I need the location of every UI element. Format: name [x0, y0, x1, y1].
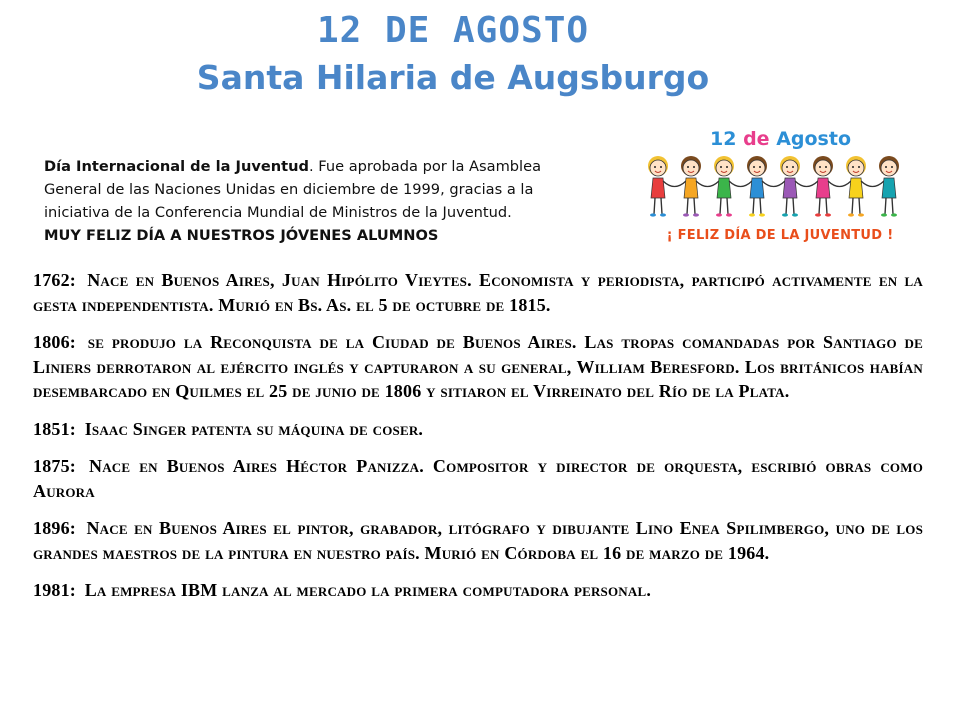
event-year: 1981:: [33, 580, 76, 600]
event-item: [33, 330, 923, 404]
holding-hands-arm-icon: [696, 181, 719, 187]
holding-hands-arm-icon: [729, 181, 752, 187]
card-month: Agosto: [776, 128, 852, 150]
intro-line-4: MUY FELIZ DÍA A NUESTROS JÓVENES ALUMNOS: [44, 227, 439, 244]
event-text: Nace en Buenos Aires Héctor Panizza. Compositor y director de orquesta, escribió obras como Aurora: [33, 456, 924, 501]
event-year: 1806:: [33, 332, 76, 352]
child-figure-icon: [813, 156, 833, 217]
child-figure-icon: [780, 156, 800, 217]
events-list: [33, 268, 923, 616]
event-text: La empresa IBM lanza al mercado la primera computadora personal.: [84, 580, 652, 600]
intro-line-1: [44, 155, 624, 178]
child-figure-icon: [846, 156, 866, 217]
intro-line-1-rest: . Fue aprobada por la Asamblea: [308, 158, 542, 175]
event-item: [33, 516, 923, 565]
event-text: Nace en Buenos Aires, Juan Hipólito Vieytes. Economista y periodista, participó activamente en la gesta independentista. Murió en Bs. As. el 5 de octubre de 1815.: [33, 270, 923, 315]
event-year: 1896:: [33, 518, 76, 538]
event-text: se produjo la Reconquista de la Ciudad de Buenos Aires. Las tropas comandadas por Santiago de Liniers derrotaron al ejército inglés y capturaron a su general, William Beresford. Los británicos habían desembarcado en Quilmes el 25 de junio de 1806 y sitiaron el Virreinato del Río de la Plata.: [33, 332, 923, 401]
intro-bold-lead: Día Internacional de la Juventud: [44, 158, 309, 175]
event-year: 1762:: [33, 270, 76, 290]
child-figure-icon: [714, 156, 734, 217]
card-day: 12: [710, 128, 737, 150]
card-footer: ¡ FELIZ DÍA DE LA JUVENTUD !: [666, 228, 894, 243]
child-figure-icon: [648, 156, 668, 217]
event-item: [33, 578, 923, 603]
event-year: 1851:: [33, 418, 76, 439]
intro-line-3: iniciativa de la Conferencia Mundial de Ministros de la Juventud.: [44, 204, 512, 221]
event-item: [33, 454, 923, 503]
child-figure-icon: [879, 156, 899, 217]
child-figure-icon: [747, 156, 767, 217]
intro-paragraph: [44, 155, 624, 247]
child-figure-icon: [681, 156, 701, 217]
event-item: [33, 268, 923, 317]
children-holding-hands-icon: [646, 152, 916, 226]
card-date: [710, 128, 851, 150]
intro-line-2: General de las Naciones Unidas en diciembre de 1999, gracias a la: [44, 181, 534, 198]
page-title-date: 12 DE AGOSTO: [316, 10, 590, 51]
page-subtitle-saint: Santa Hilaria de Augsburgo: [196, 58, 710, 97]
youth-day-illustration: [640, 122, 920, 252]
event-text: Nace en Buenos Aires el pintor, grabador, litógrafo y dibujante Lino Enea Spilimbergo, uno de los grandes maestros de la pintura en nuestro país. Murió en Córdoba el 16 de marzo de 1964.: [33, 518, 924, 563]
holding-hands-arm-icon: [861, 181, 884, 187]
holding-hands-arm-icon: [828, 181, 851, 187]
holding-hands-arm-icon: [762, 181, 785, 187]
card-de: de: [743, 128, 770, 150]
event-text: Isaac Singer patenta su máquina de coser.: [84, 418, 424, 439]
event-year: 1875:: [33, 456, 76, 476]
event-item: [33, 417, 923, 442]
holding-hands-arm-icon: [795, 181, 818, 187]
holding-hands-arm-icon: [663, 181, 686, 187]
